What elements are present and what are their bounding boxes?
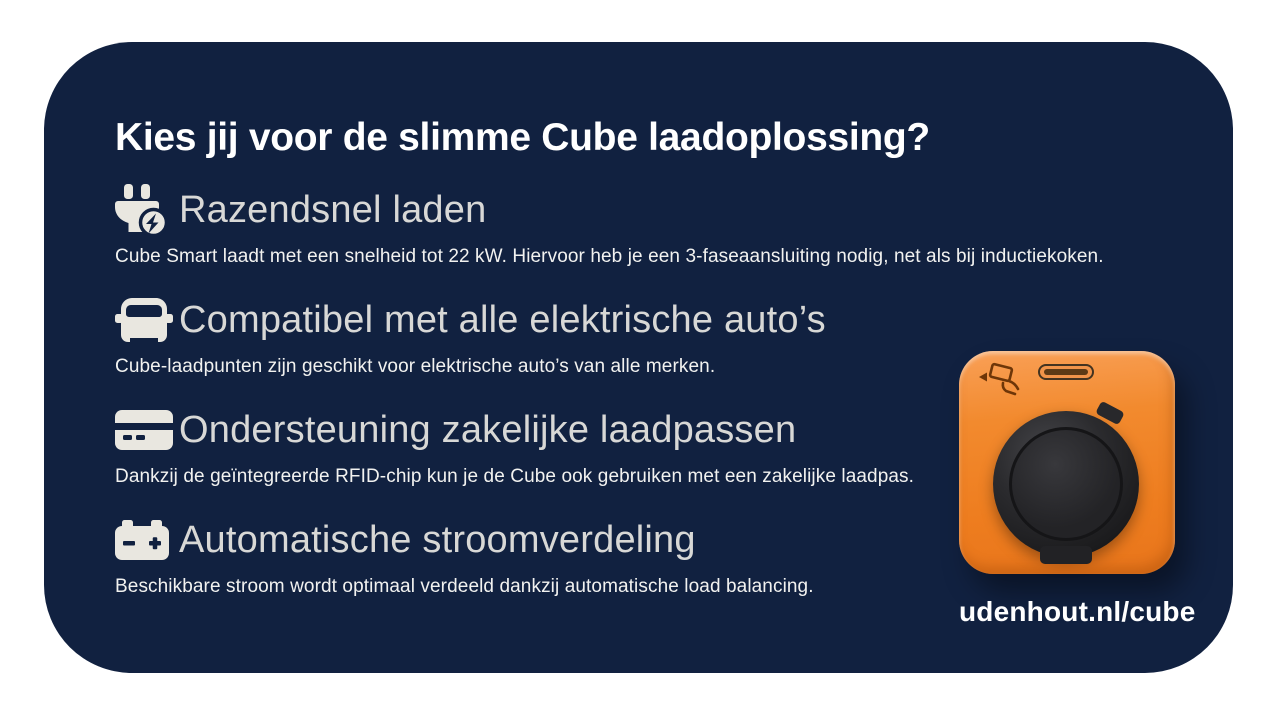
- website-url: udenhout.nl/cube: [959, 596, 1196, 627]
- feature-heading: Razendsnel laden: [179, 188, 487, 231]
- flyer-title: Kies jij voor de slimme Cube laadoplossing?: [115, 116, 930, 159]
- car-battery-icon: [115, 520, 179, 560]
- car-front-icon: [115, 298, 179, 342]
- feature-body: Cube Smart laadt met een snelheid tot 22 kW. Hiervoor heb je een 3-faseaansluiting nodig, net als bij inductiekoken.: [115, 246, 1104, 267]
- charging-socket: [993, 411, 1139, 557]
- feature-heading: Automatische stroomverdeling: [179, 518, 696, 561]
- cube-charger-photo: [959, 351, 1175, 574]
- feature-body: Dankzij de geïntegreerde RFID-chip kun je de Cube ook gebruiken met een zakelijke laadpas.: [115, 466, 915, 487]
- plug-lightning-icon: [115, 184, 179, 236]
- flyer-card: [44, 42, 1233, 673]
- socket-inner-ring: [1009, 427, 1123, 541]
- feature-heading: Ondersteuning zakelijke laadpassen: [179, 408, 797, 451]
- rfid-card-icon: [979, 361, 1027, 399]
- feature-body: Cube-laadpunten zijn geschikt voor elektrische auto’s van alle merken.: [115, 356, 716, 377]
- credit-card-icon: [115, 410, 179, 450]
- feature-heading: Compatibel met alle elektrische auto’s: [179, 298, 826, 341]
- socket-flap: [1040, 546, 1092, 564]
- socket-latch-icon: [1095, 401, 1125, 426]
- feature-razendsnel-laden: [115, 184, 1185, 268]
- feature-heading-row: [115, 184, 1185, 236]
- feature-body: Beschikbare stroom wordt optimaal verdeeld dankzij automatische load balancing.: [115, 576, 814, 597]
- feature-heading-row: [115, 294, 1185, 346]
- led-indicator-slot: [1038, 364, 1094, 380]
